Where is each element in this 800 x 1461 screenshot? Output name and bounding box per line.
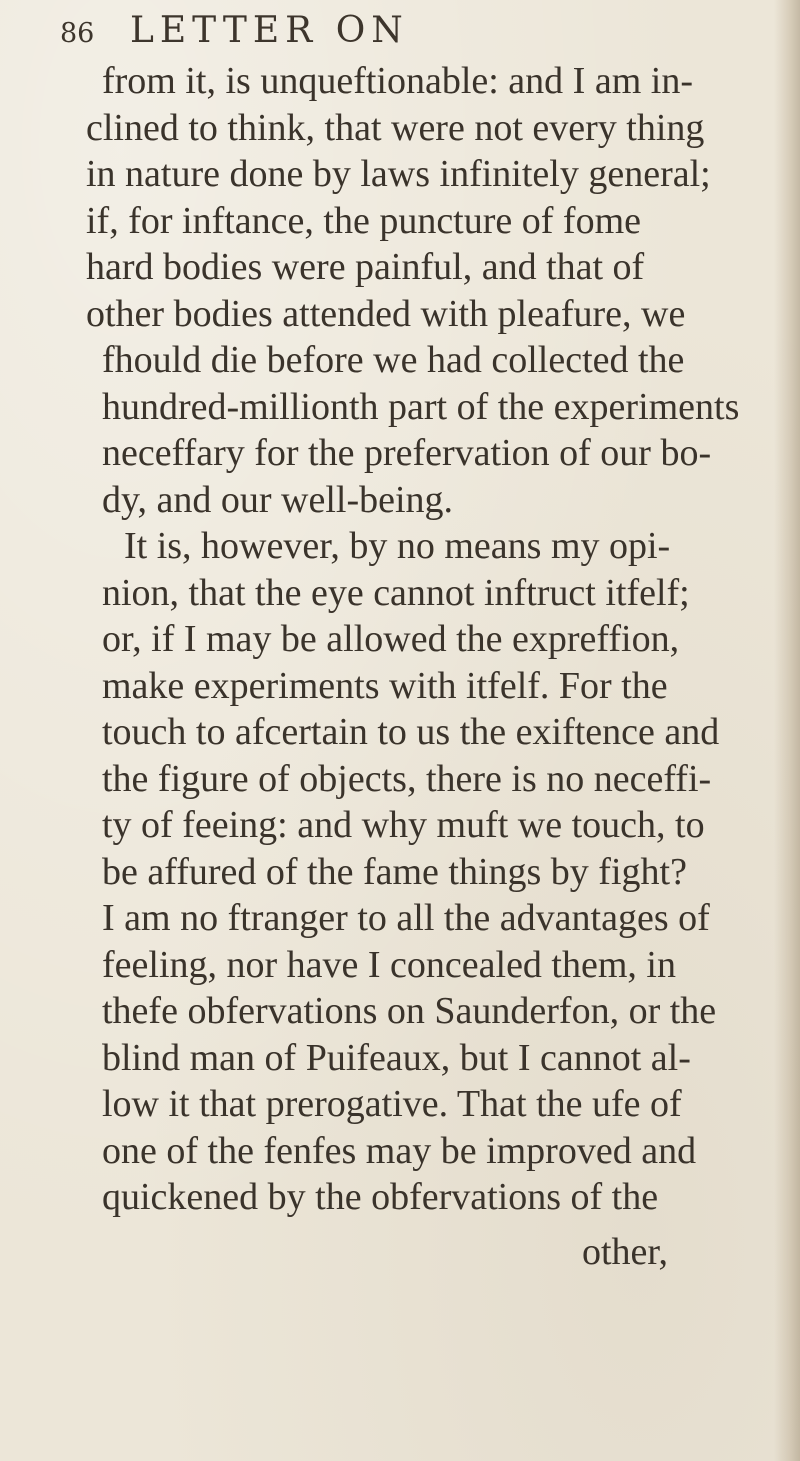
page-number: 86 — [60, 18, 95, 49]
text-line: the figure of objects, there is no neceffi- — [102, 757, 712, 800]
text-line: from it, is unqueftionable: and I am in- — [102, 60, 693, 102]
body-text — [86, 58, 786, 1221]
text-line: touch to afcertain to us the exiftence and — [102, 711, 720, 753]
text-line: clined to think, that were not every thing — [86, 106, 705, 149]
text-line: It is, however, by no means my opi- — [124, 525, 671, 567]
text-line: one of the fenfes may be improved and — [102, 1129, 697, 1172]
text-line: nion, that the eye cannot inftruct itfelf; — [102, 571, 690, 614]
text-line: if, for inftance, the puncture of fome — [86, 199, 641, 242]
text-line: feeling, nor have I concealed them, in — [102, 943, 676, 986]
text-line: hundred-millionth part of the experiments — [102, 385, 740, 428]
text-line: make experiments with itfelf. For the — [102, 664, 668, 707]
text-line: dy, and our well-being. — [102, 478, 454, 521]
text-line: neceffary for the prefervation of our bo- — [102, 432, 712, 474]
catchword: other, — [582, 1231, 669, 1273]
text-line: be affured of the fame things by fight? — [102, 850, 687, 893]
text-line: I am no ftranger to all the advantages of — [102, 897, 710, 939]
running-head: LETTER ON — [130, 10, 409, 51]
text-line: in nature done by laws infinitely general; — [86, 153, 711, 195]
text-line: thefe obfervations on Saunderfon, or the — [102, 990, 717, 1032]
text-line: other bodies attended with pleafure, we — [86, 292, 686, 335]
text-line: ty of feeing: and why muft we touch, to — [102, 804, 705, 846]
page-header — [60, 10, 580, 60]
text-line: fhould die before we had collected the — [102, 339, 685, 381]
text-line: quickened by the obfervations of the — [102, 1176, 659, 1218]
text-line: or, if I may be allowed the expreffion, — [102, 618, 680, 660]
text-line: hard bodies were painful, and that of — [86, 246, 645, 288]
text-line: low it that prerogative. That the ufe of — [102, 1083, 682, 1125]
text-line: blind man of Puifeaux, but I cannot al- — [102, 1036, 691, 1079]
